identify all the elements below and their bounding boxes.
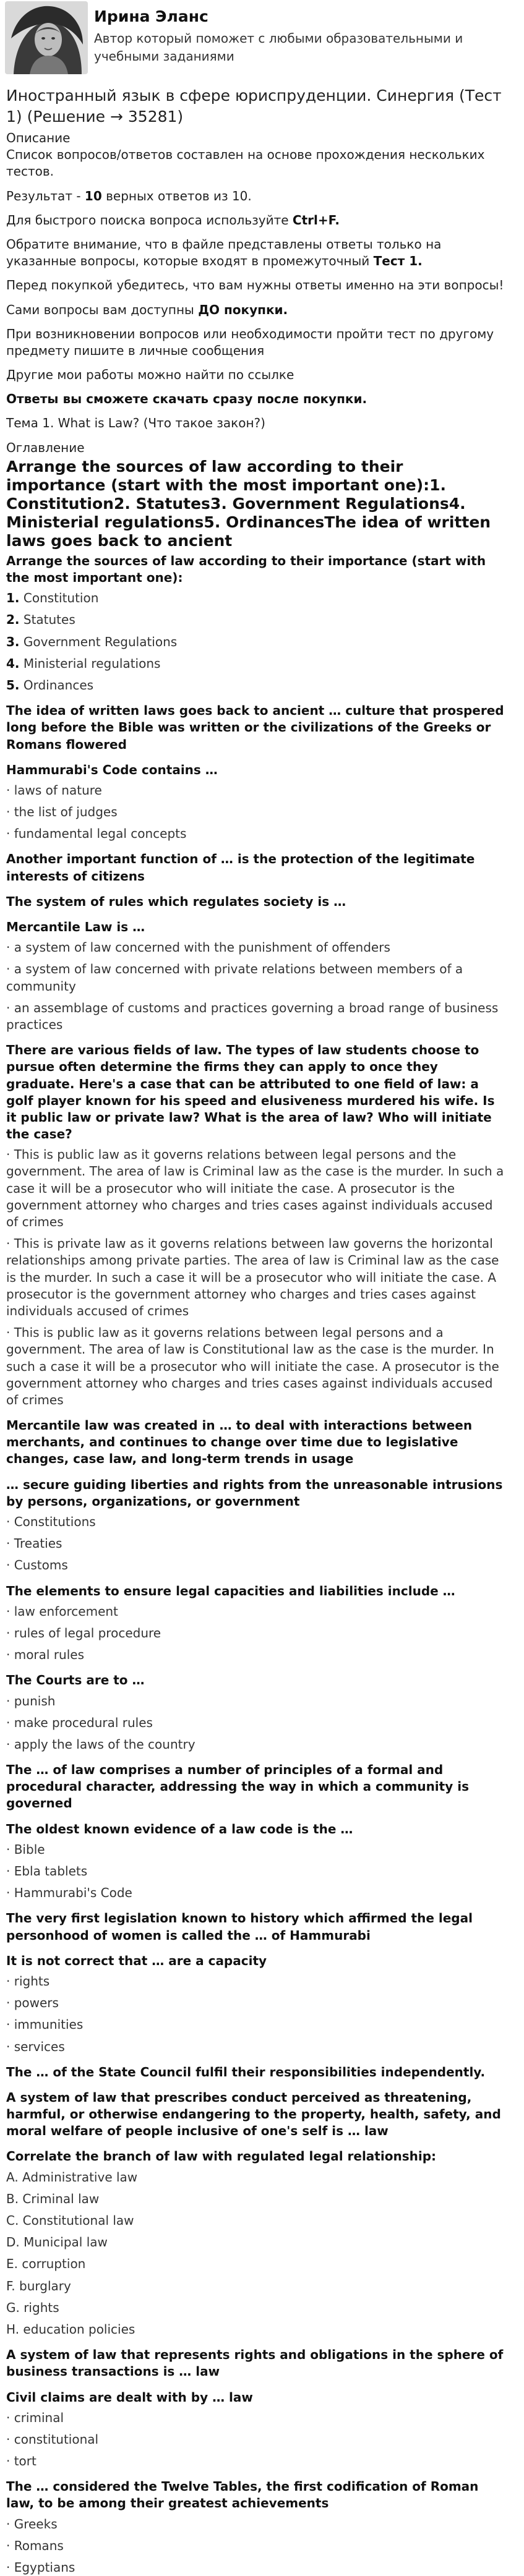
result-value: 10 <box>84 188 102 203</box>
question-10: The elements to ensure legal capacities and liabilities include … <box>6 1583 455 1598</box>
author-info <box>94 1 505 66</box>
topic-line: Тема 1. What is Law? (Что такое закон?) <box>6 416 265 431</box>
list-item <box>6 677 505 694</box>
answer-option: · a system of law concerned with the punishment of offenders <box>6 940 390 955</box>
answer-option: · moral rules <box>6 1647 85 1663</box>
intro-text: Список вопросов/ответов составлен на основе прохождения нескольких тестов. <box>6 147 485 179</box>
access-line <box>6 302 505 318</box>
note-line <box>6 236 505 270</box>
result-line <box>6 188 505 205</box>
toc-heading[interactable]: Arrange the sources of law according to their importance (start with the most important one):1. Constitution2. Statutes3. Government Regulations4. Ministerial regulations5. OrdinancesThe idea of written laws goes back to ancient <box>6 457 491 550</box>
answer-option: C. Constitutional law <box>6 2213 134 2228</box>
list-item <box>6 612 505 628</box>
answer-option: · an assemblage of customs and practices governing a broad range of business practices <box>6 1000 499 1032</box>
result-suffix: верных ответов из 10. <box>101 188 252 203</box>
answer-option: · Treaties <box>6 1536 62 1551</box>
item-number: 4. <box>6 655 20 671</box>
answer-option: · Bible <box>6 1841 45 1857</box>
author-description: Автор который поможет с любыми образовательными и учебными заданиями <box>94 31 463 64</box>
author-name[interactable]: Ирина Эланс <box>94 7 208 25</box>
access-bold: ДО покупки. <box>198 302 288 317</box>
answer-option: H. education policies <box>6 2321 135 2337</box>
question-4: Another important function of … is the protection of the legitimate interests of citizens <box>6 851 475 884</box>
result-prefix: Результат - <box>6 188 85 203</box>
question-11: The Courts are to … <box>6 1673 145 1688</box>
answer-option: · punish <box>6 1693 56 1708</box>
question-12: The … of law comprises a number of principles of a formal and procedural character, addressing the way in which a community is governed <box>6 1762 469 1811</box>
question-1: Arrange the sources of law according to their importance (start with the most important one): <box>6 553 486 585</box>
note-prefix: Обратите внимание, что в файле представлены ответы только на указанные вопросы, которые входят в промежуточный <box>6 236 442 269</box>
list-item <box>6 634 505 650</box>
question-8: Mercantile law was created in … to deal with interactions between merchants, and continues to change over time due to legislative changes, case law, and long-term trends in usage <box>6 1418 473 1467</box>
other-works-link[interactable]: Другие мои работы можно найти по ссылке <box>6 367 294 383</box>
search-key: Ctrl+F. <box>292 212 340 228</box>
search-hint <box>6 212 505 229</box>
answer-option: · rules of legal procedure <box>6 1625 161 1640</box>
check-line: Перед покупкой убедитесь, что вам нужны ответы именно на эти вопросы! <box>6 278 504 293</box>
answer-option: B. Criminal law <box>6 2191 100 2206</box>
answer-option: · laws of nature <box>6 782 102 798</box>
answer-option: · immunities <box>6 2017 84 2032</box>
item-text: Ordinances <box>19 677 94 693</box>
download-line <box>6 391 505 407</box>
question-15: It is not correct that … are a capacity <box>6 1953 267 1968</box>
answer-option: · Greeks <box>6 2516 58 2531</box>
answer-option: · This is public law as it governs relations between legal persons and the government. The area of law is Criminal law as the case is the murder. In such a case it will be a prosecutor who will initiate the case. A prosecutor is the government attorney who charges and tries cases against individuals accused of crimes <box>6 1147 504 1229</box>
answer-option: G. rights <box>6 2300 59 2315</box>
answer-option: · rights <box>6 1973 50 1989</box>
access-prefix: Сами вопросы вам доступны <box>6 302 199 317</box>
answer-option: · powers <box>6 1995 59 2011</box>
answer-option: E. corruption <box>6 2256 86 2272</box>
answer-option: · make procedural rules <box>6 1715 153 1730</box>
answer-option: · This is private law as it governs relations between law governs the horizontal relationships among private parties. The area of law is Criminal law as the case is the murder. In such a case it will be a prosecutor who will initiate the case. A prosecutor is the government attorney who charges and tries cases against individuals accused of crimes <box>6 1236 499 1318</box>
question-20: Civil claims are dealt with by … law <box>6 2389 253 2405</box>
answer-option: · Constitutions <box>6 1514 96 1529</box>
answer-option: · the list of judges <box>6 804 118 820</box>
answer-option: · a system of law concerned with private relations between members of a community <box>6 962 463 994</box>
answer-option: · fundamental legal concepts <box>6 826 187 842</box>
item-text: Government Regulations <box>19 634 178 649</box>
question-14: The very first legislation known to history which affirmed the legal personhood of women is called the … of Hammurabi <box>6 1911 473 1943</box>
item-number: 2. <box>6 612 20 628</box>
question-21: The … considered the Twelve Tables, the first codification of Roman law, to be among their greatest achievements <box>6 2479 479 2511</box>
contact-line: При возникновении вопросов или необходимости пройти тест по другому предмету пишите в личные сообщения <box>6 326 494 358</box>
answer-option: · Egyptians <box>6 2560 75 2575</box>
question-19: A system of law that represents rights and obligations in the sphere of business transactions is … law <box>6 2347 504 2379</box>
question-17: A system of law that prescribes conduct perceived as threatening, harmful, or otherwise endangering to the property, health, safety, and moral welfare of people inclusive of one's self is … law <box>6 2089 501 2139</box>
item-number: 1. <box>6 591 20 606</box>
answer-option: · criminal <box>6 2410 64 2425</box>
item-text: Constitution <box>19 591 99 606</box>
answer-option: · This is public law as it governs relations between legal persons and a government. The area of law is Constitutional law as the case is the murder. In such a case it will be a prosecutor who will initiate the case. A prosecutor is the government attorney who charges and tries cases against individuals accused of crimes <box>6 1325 499 1407</box>
answer-option: · law enforcement <box>6 1603 118 1619</box>
list-item <box>6 590 505 607</box>
item-text: Ministerial regulations <box>19 655 161 671</box>
author-card <box>6 0 505 79</box>
question-13: The oldest known evidence of a law code is the … <box>6 1821 353 1836</box>
answer-option: · Romans <box>6 2538 64 2553</box>
answer-option: · tort <box>6 2454 37 2469</box>
answer-option: · Customs <box>6 1558 68 1573</box>
download-bold: Ответы вы сможете скачать сразу после покупки. <box>6 391 367 407</box>
question-5: The system of rules which regulates society is … <box>6 893 346 909</box>
item-text: Statutes <box>19 612 75 628</box>
question-18: Correlate the branch of law with regulated legal relationship: <box>6 2149 437 2164</box>
question-7: There are various fields of law. The types of law students choose to pursue often determine the firms they can apply to once they graduate. Here's a case that can be attributed to one field of law: a golf player known for his speed and elusiveness murdered his wife. Is it public law or private law? What is the area of law? Who will initiate the case? <box>6 1043 495 1142</box>
question-9: … secure guiding liberties and rights from the unreasonable intrusions by persons, organizations, or government <box>6 1477 503 1509</box>
document-title: Иностранный язык в сфере юриспруденции. Синергия (Тест 1) (Решение → 35281) <box>6 87 502 126</box>
answer-option: A. Administrative law <box>6 2169 138 2185</box>
question-2: The idea of written laws goes back to ancient … culture that prospered long before the Bible was written or the civilizations of the Greeks or Romans flowered <box>6 703 504 752</box>
answer-option: · apply the laws of the country <box>6 1736 195 1752</box>
item-number: 5. <box>6 677 20 693</box>
toc-label: Оглавление <box>6 440 85 455</box>
item-number: 3. <box>6 634 20 649</box>
description-label: Описание <box>6 130 71 145</box>
answer-option: · Hammurabi's Code <box>6 1885 132 1901</box>
question-3: Hammurabi's Code contains … <box>6 762 218 777</box>
avatar-image <box>5 1 88 74</box>
author-avatar[interactable] <box>5 1 88 74</box>
answer-option: · constitutional <box>6 2431 99 2447</box>
answer-option: F. burglary <box>6 2278 71 2293</box>
question-16: The … of the State Council fulfil their responsibilities independently. <box>6 2064 486 2079</box>
answer-option: · Ebla tablets <box>6 1864 88 1879</box>
search-prefix: Для быстрого поиска вопроса используйте <box>6 212 293 228</box>
list-item <box>6 655 505 672</box>
note-bold: Тест 1. <box>373 254 423 269</box>
answer-option: · services <box>6 2039 65 2054</box>
answer-option: D. Municipal law <box>6 2235 108 2250</box>
question-6: Mercantile Law is … <box>6 919 145 934</box>
